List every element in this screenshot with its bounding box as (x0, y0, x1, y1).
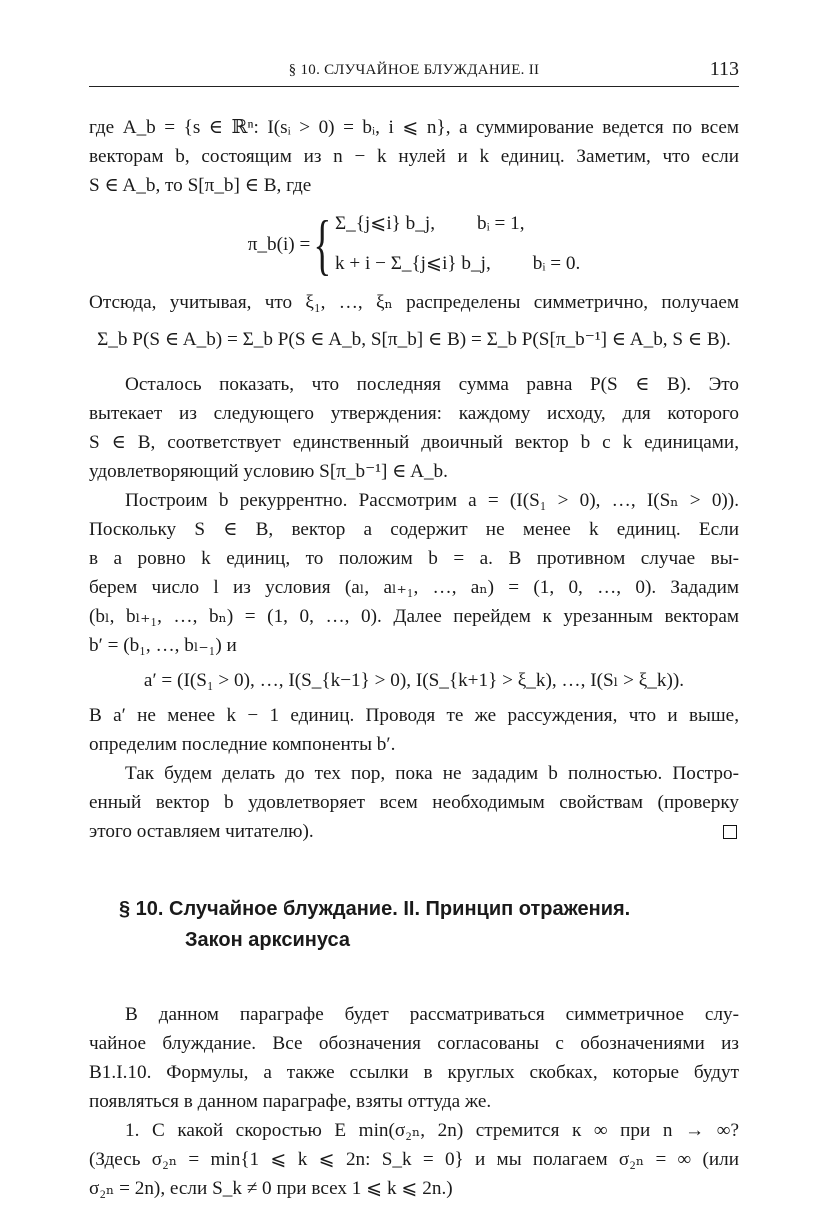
paragraph (89, 288, 739, 317)
section-heading (119, 894, 739, 956)
paragraph (89, 113, 739, 200)
text-line: Отсюда, учитывая, что ξ₁, …, ξₙ распределены симметрично, получаем (89, 292, 739, 313)
case-condition: bᵢ = 1, (477, 213, 525, 234)
problem-1 (89, 1116, 739, 1203)
text-line: Поскольку S ∈ B, вектор a содержит не менее k единиц. Если (89, 519, 739, 540)
text-line: енный вектор b удовлетворяет всем необходимым свойствам (проверку (89, 792, 739, 813)
text-line: Построим b рекуррентно. Рассмотрим a = (I(S₁ > 0), …, I(Sₙ > 0)). (125, 490, 739, 511)
text-line: b′ = (b₁, …, bₗ₋₁) и (89, 635, 237, 656)
formula-pi-b (89, 204, 739, 284)
text-line: Так будем делать до тех пор, пока не зададим b полностью. Постро- (125, 763, 739, 784)
text-line: В a′ не менее k − 1 единиц. Проводя те же рассуждения, что и выше, (89, 705, 739, 726)
case-expression: k + i − Σ_{j⩽i} b_j, (334, 253, 491, 274)
text-line: где A_b = {s ∈ ℝⁿ: I(sᵢ > 0) = bᵢ, i ⩽ n}, а суммирование ведется по всем (89, 117, 739, 138)
text-line: В данном параграфе будет рассматриваться симметричное слу- (125, 1004, 739, 1025)
paragraph (89, 486, 739, 660)
page-number: 113 (709, 58, 739, 80)
running-header (89, 58, 739, 87)
text-line: σ₂ₙ = 2n), если S_k ≠ 0 при всех 1 ⩽ k ⩽ 2n.) (89, 1178, 453, 1199)
page-body (89, 113, 739, 1203)
text-line: вытекает из следующего утверждения: каждому исходу, для которого (89, 403, 739, 424)
running-title: § 10. СЛУЧАЙНОЕ БЛУЖДАНИЕ. II (288, 62, 540, 78)
page (89, 58, 739, 1203)
formula-lhs: π_b(i) = (247, 233, 311, 255)
formula-sum-identity (89, 325, 739, 354)
formula-a-prime (89, 666, 739, 695)
formula-expression: Σ_b P(S ∈ A_b) = Σ_b P(S ∈ A_b, S[π_b] ∈ B) = Σ_b P(S[π_b⁻¹] ∈ A_b, S ∈ B). (97, 329, 731, 350)
section-title-line: Закон арксинуса (185, 929, 350, 951)
text-line: 1. С какой скоростью E min(σ₂ₙ, 2n) стремится к ∞ при n → ∞? (125, 1120, 739, 1141)
text-line: (bₗ, bₗ₊₁, …, bₙ) = (1, 0, …, 0). Далее перейдем к урезанным векторам (89, 606, 739, 627)
text-line: этого оставляем читателю). (89, 821, 314, 842)
case-condition: bᵢ = 0. (532, 253, 581, 274)
case-row (335, 244, 580, 284)
text-line: B1.I.10. Формулы, а также ссылки в круглых скобках, которые будут (89, 1062, 739, 1083)
text-line: определим последние компоненты b′. (89, 734, 396, 755)
proof-end-line (89, 817, 739, 846)
section-title-line: § 10. Случайное блуждание. II. Принцип отражения. (119, 898, 631, 920)
paragraph (89, 370, 739, 486)
qed-square-icon (723, 825, 737, 839)
text-line: берем число l из условия (aₗ, aₗ₊₁, …, aₙ) = (1, 0, …, 0). Зададим (89, 577, 739, 598)
formula-expression: a′ = (I(S₁ > 0), …, I(S_{k−1} > 0), I(S_{k+1} > ξ_k), …, I(Sₗ > ξ_k)). (143, 670, 685, 691)
text-line: появляться в данном параграфе, взяты оттуда же. (89, 1091, 492, 1112)
text-line: (Здесь σ₂ₙ = min{1 ⩽ k ⩽ 2n: S_k = 0} и мы полагаем σ₂ₙ = ∞ (или (89, 1149, 739, 1170)
case-expression: Σ_{j⩽i} b_j, (334, 213, 435, 234)
text-line: удовлетворяющий условию S[π_b⁻¹] ∈ A_b. (89, 461, 448, 482)
text-line: векторам b, состоящим из n − k нулей и k единиц. Заметим, что если (89, 146, 739, 167)
text-line: S ∈ A_b, то S[π_b] ∈ B, где (89, 175, 312, 196)
text-line: чайное блуждание. Все обозначения согласованы с обозначениями из (89, 1033, 739, 1054)
text-line: Осталось показать, что последняя сумма равна P(S ∈ B). Это (125, 374, 739, 395)
text-line: S ∈ B, соответствует единственный двоичный вектор b с k единицами, (89, 432, 739, 453)
text-line: в a ровно k единиц, то положим b = a. В противном случае вы- (89, 548, 739, 569)
cases-block (335, 204, 580, 284)
paragraph (89, 759, 739, 817)
paragraph (89, 1000, 739, 1116)
paragraph (89, 701, 739, 759)
left-brace: { (313, 206, 332, 282)
case-row (335, 204, 580, 244)
